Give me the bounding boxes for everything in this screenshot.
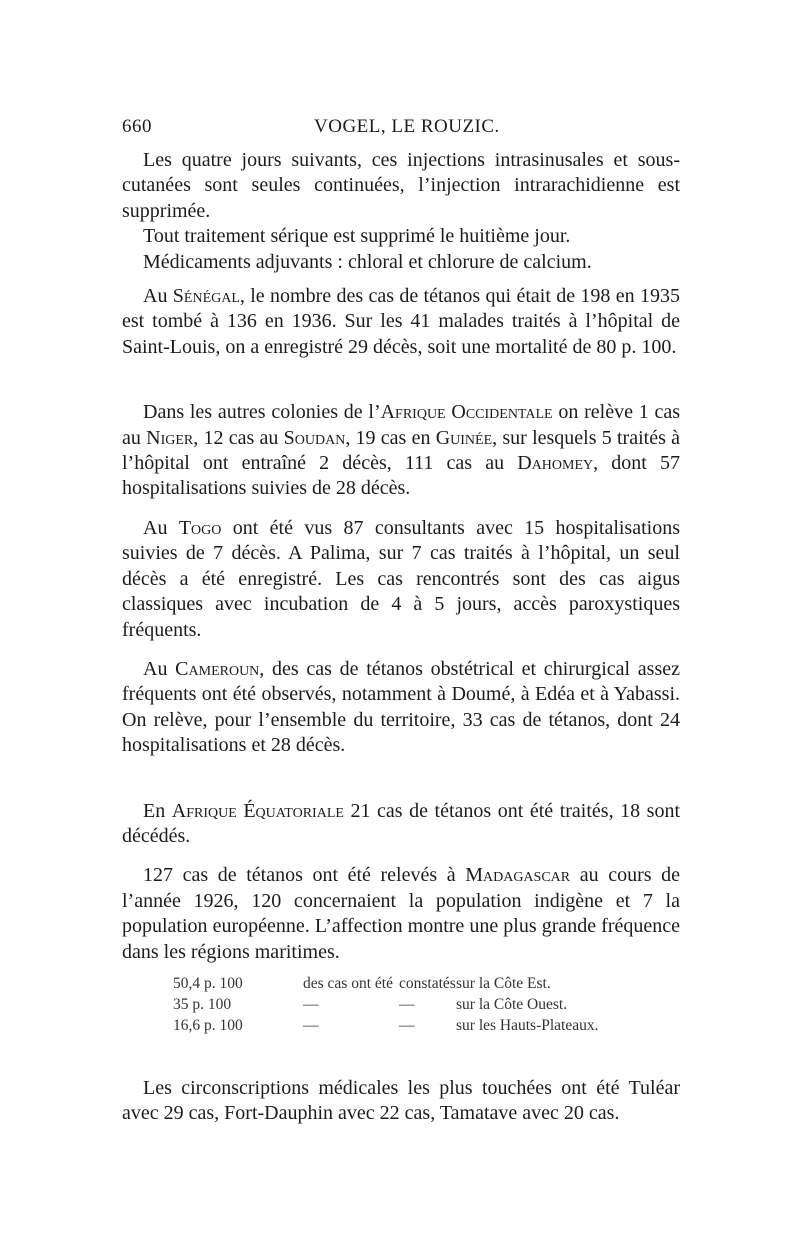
place-senegal: Sénégal xyxy=(172,285,240,308)
table-row: 50,4 p. 100 des cas ont été constatés sur la Côte Est. xyxy=(173,974,551,992)
paragraph-circonscriptions: Les circonscriptions médicales les plus touchées ont été Tuléar avec 29 cas, Fort-Dauphin avec 22 cas, Tamatave avec 20 cas. xyxy=(122,1076,680,1125)
body-text xyxy=(122,148,680,1127)
place-guinee: Guinée xyxy=(435,426,493,449)
paragraph-serum-stop: Tout traitement sérique est supprimé le huitième jour. xyxy=(143,225,571,248)
paragraph-togo: Au Togo ont été vus 87 consultants avec 15 hospitalisations suivies de 7 décès. A Palima, sur 7 cas traités à l’hôpital, un seul décès a été enregistré. Les cas rencontrés sont des cas aigus classiques avec incubation de 4 à 5 jours, accès paroxystiques fréquents. xyxy=(122,516,680,641)
table-row: 16,6 p. 100 — — sur les Hauts-Plateaux. xyxy=(173,1016,599,1034)
paragraph-afrique-occidentale: Dans les autres colonies de l’Afrique Occidentale on relève 1 cas au Niger, 12 cas au Soudan, 19 cas en Guinée, sur lesquels 5 traités à l’hôpital ont entraîné 2 décès, 111 cas au Dahomey, dont 57 hospitalisations suivies de 28 décès. xyxy=(122,401,680,500)
place-togo: Togo xyxy=(178,516,222,539)
paragraph-serum-injections: Les quatre jours suivants, ces injections intrasinusales et sous-cutanées sont seules continuées, l’injection intrarachidienne est supprimée. xyxy=(122,149,680,222)
running-title: VOGEL, LE ROUZIC. xyxy=(314,116,500,137)
place-dahomey: Dahomey xyxy=(517,452,594,475)
place-afrique-equatoriale: Afrique Équatoriale xyxy=(171,799,344,822)
paragraph-cameroun: Au Cameroun, des cas de tétanos obstétrical et chirurgical assez fréquents ont été observés, notamment à Doumé, à Edéa et à Yabassi. On relève, pour l’ensemble du territoire, 33 cas de tétanos, dont 24 hospitalisations et 28 décès. xyxy=(122,657,680,757)
table-row: 35 p. 100 — — sur la Côte Ouest. xyxy=(173,995,568,1013)
paragraph-afrique-equatoriale: En Afrique Équatoriale 21 cas de tétanos ont été traités, 18 sont décédés. xyxy=(122,799,680,847)
place-madagascar: Madagascar xyxy=(465,864,571,887)
place-cameroun: Cameroun xyxy=(175,657,260,680)
paragraph-adjuvants: Médicaments adjuvants : chloral et chlorure de calcium. xyxy=(143,250,592,273)
paragraph-senegal: Au Sénégal, le nombre des cas de tétanos qui était de 198 en 1935 est tombé à 136 en 1936. Sur les 41 malades traités à l’hôpital de Saint-Louis, on a enregistré 29 décès, soit une mortalité de 80 p. 100. xyxy=(122,285,680,358)
page-number: 660 xyxy=(122,116,152,137)
place-afrique-occidentale: Afrique Occidentale xyxy=(380,401,553,424)
paragraph-madagascar: 127 cas de tétanos ont été relevés à Madagascar au cours de l’année 1926, 120 concernaient la population indigène et 7 la population européenne. L’affection montre une plus grande fréquence dans les régions maritimes. xyxy=(122,864,680,963)
place-soudan: Soudan xyxy=(283,426,346,449)
place-niger: Niger xyxy=(146,426,194,449)
distribution-table xyxy=(173,973,680,1036)
page-header xyxy=(122,116,682,140)
